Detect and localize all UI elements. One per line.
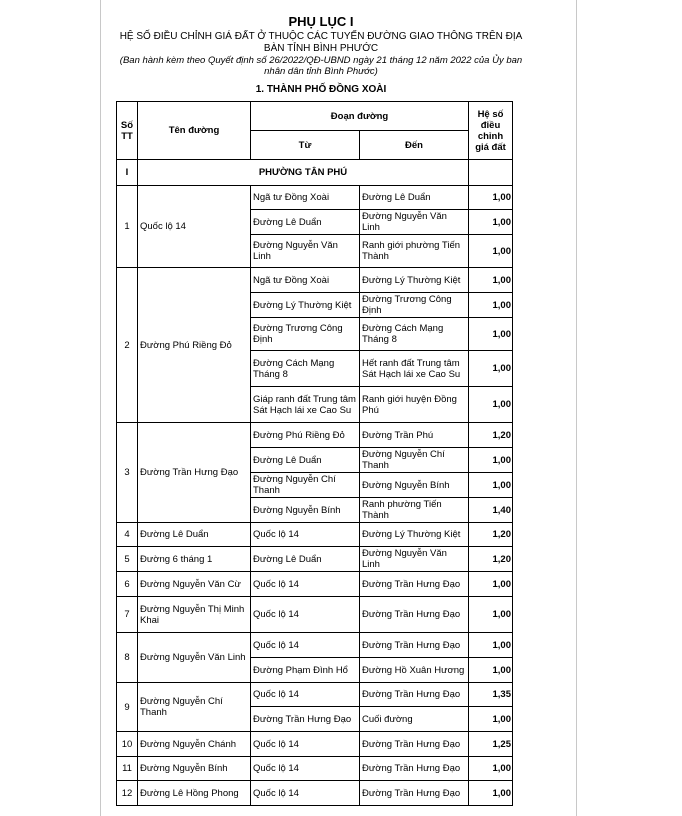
segment-to: Đường Trần Hưng Đạo [360,597,469,633]
segment-from: Đường Phạm Đình Hổ [251,658,360,683]
table-row [117,732,513,757]
segment-coefficient: 1,00 [469,210,513,235]
segment-to: Đường Trần Phú [360,423,469,448]
header-from: Từ [251,131,360,160]
document-subtitle: HỆ SỐ ĐIỀU CHỈNH GIÁ ĐẤT Ở THUỘC CÁC TUYẾN ĐƯỜNG GIAO THÔNG TRÊN ĐỊA BÀN TỈNH BÌNH PHƯỚC [119,31,523,54]
road-stt: 2 [117,268,138,423]
segment-to: Đường Nguyễn Văn Linh [360,210,469,235]
segment-coefficient: 1,00 [469,707,513,732]
segment-from: Đường Nguyễn Chí Thanh [251,473,360,498]
table-row [117,781,513,806]
segment-from: Quốc lộ 14 [251,732,360,757]
segment-to: Đường Trần Hưng Đạo [360,732,469,757]
segment-from: Đường Cách Mạng Tháng 8 [251,351,360,387]
segment-to: Đường Lý Thường Kiệt [360,268,469,293]
table-row [117,597,513,633]
segment-to: Đường Trần Hưng Đạo [360,572,469,597]
header-coefficient: Hệ số điều chỉnh giá đất [469,102,513,160]
segment-to: Đường Nguyễn Bính [360,473,469,498]
road-name: Quốc lộ 14 [138,186,251,268]
road-stt: 11 [117,757,138,781]
segment-coefficient: 1,40 [469,498,513,523]
ward-row [117,160,513,186]
ward-stt: I [117,160,138,186]
table-row [117,523,513,547]
table-body [117,160,513,806]
segment-coefficient: 1,00 [469,235,513,268]
segment-coefficient: 1,20 [469,523,513,547]
segment-from: Đường Trần Hưng Đạo [251,707,360,732]
table-row [117,572,513,597]
segment-from: Quốc lộ 14 [251,781,360,806]
table-row [117,186,513,210]
table-row [117,757,513,781]
road-stt: 1 [117,186,138,268]
ward-name: PHƯỜNG TÂN PHÚ [138,160,469,186]
segment-to: Đường Nguyễn Văn Linh [360,547,469,572]
segment-from: Đường Nguyễn Văn Linh [251,235,360,268]
road-stt: 9 [117,683,138,732]
segment-to: Đường Lê Duẩn [360,186,469,210]
table-row [117,683,513,707]
segment-to: Đường Trương Công Định [360,293,469,318]
segment-from: Quốc lộ 14 [251,523,360,547]
segment-to: Đường Trần Hưng Đạo [360,781,469,806]
document-title: PHỤ LỤC I [288,14,354,29]
road-name: Đường Nguyễn Thị Minh Khai [138,597,251,633]
segment-from: Giáp ranh đất Trung tâm Sát Hạch lái xe Cao Su [251,387,360,423]
segment-coefficient: 1,00 [469,351,513,387]
road-stt: 3 [117,423,138,523]
segment-coefficient: 1,20 [469,423,513,448]
road-name: Đường Nguyễn Văn Linh [138,633,251,683]
segment-from: Quốc lộ 14 [251,633,360,658]
road-stt: 8 [117,633,138,683]
road-name: Đường Nguyễn Chí Thanh [138,683,251,732]
segment-from: Quốc lộ 14 [251,597,360,633]
segment-to: Đường Cách Mạng Tháng 8 [360,318,469,351]
segment-to: Ranh phường Tiến Thành [360,498,469,523]
header-stt: Số TT [117,102,138,160]
road-stt: 7 [117,597,138,633]
ward-coef-empty [469,160,513,186]
road-name: Đường Nguyễn Bính [138,757,251,781]
table-row [117,633,513,658]
segment-to: Ranh giới phường Tiến Thành [360,235,469,268]
segment-to: Đường Trần Hưng Đạo [360,633,469,658]
segment-coefficient: 1,00 [469,473,513,498]
road-stt: 12 [117,781,138,806]
segment-from: Đường Nguyễn Bính [251,498,360,523]
segment-to: Đường Hồ Xuân Hương [360,658,469,683]
segment-from: Đường Lý Thường Kiệt [251,293,360,318]
page-edge-right [576,0,577,816]
segment-from: Đường Lê Duẩn [251,448,360,473]
segment-coefficient: 1,00 [469,658,513,683]
segment-to: Cuối đường [360,707,469,732]
road-name: Đường 6 tháng 1 [138,547,251,572]
segment-coefficient: 1,00 [469,186,513,210]
segment-from: Đường Lê Duẩn [251,210,360,235]
segment-from: Đường Lê Duẩn [251,547,360,572]
segment-coefficient: 1,00 [469,268,513,293]
road-name: Đường Nguyễn Văn Cừ [138,572,251,597]
segment-coefficient: 1,00 [469,318,513,351]
segment-to: Hết ranh đất Trung tâm Sát Hạch lái xe Cao Su [360,351,469,387]
segment-coefficient: 1,00 [469,597,513,633]
table-row [117,268,513,293]
road-stt: 6 [117,572,138,597]
road-name: Đường Nguyễn Chánh [138,732,251,757]
coefficient-table [116,101,513,806]
segment-from: Ngã tư Đồng Xoài [251,186,360,210]
segment-from: Đường Phú Riềng Đỏ [251,423,360,448]
road-stt: 5 [117,547,138,572]
segment-from: Ngã tư Đồng Xoài [251,268,360,293]
segment-to: Đường Trần Hưng Đạo [360,757,469,781]
road-stt: 4 [117,523,138,547]
segment-to: Đường Trần Hưng Đạo [360,683,469,707]
segment-coefficient: 1,00 [469,572,513,597]
segment-from: Quốc lộ 14 [251,572,360,597]
segment-coefficient: 1,00 [469,781,513,806]
segment-coefficient: 1,00 [469,633,513,658]
segment-coefficient: 1,35 [469,683,513,707]
header-segment: Đoạn đường [251,102,469,131]
segment-coefficient: 1,00 [469,387,513,423]
road-name: Đường Trần Hưng Đạo [138,423,251,523]
segment-coefficient: 1,25 [469,732,513,757]
segment-from: Đường Trương Công Định [251,318,360,351]
road-name: Đường Lê Duẩn [138,523,251,547]
segment-coefficient: 1,00 [469,293,513,318]
header-road-name: Tên đường [138,102,251,160]
segment-to: Đường Nguyễn Chí Thanh [360,448,469,473]
segment-from: Quốc lộ 14 [251,757,360,781]
segment-to: Đường Lý Thường Kiệt [360,523,469,547]
table-row [117,423,513,448]
segment-coefficient: 1,00 [469,757,513,781]
segment-coefficient: 1,00 [469,448,513,473]
header-to: Đến [360,131,469,160]
table-row [117,547,513,572]
road-name: Đường Lê Hồng Phong [138,781,251,806]
segment-to: Ranh giới huyện Đồng Phú [360,387,469,423]
page-edge-left [100,0,101,816]
road-stt: 10 [117,732,138,757]
section-heading: 1. THÀNH PHỐ ĐỒNG XOÀI [255,84,387,95]
document-note: (Ban hành kèm theo Quyết định số 26/2022/QĐ-UBND ngày 21 tháng 12 năm 2022 của Ủy ban nhân dân tỉnh Bình Phước) [119,55,523,77]
segment-from: Quốc lộ 14 [251,683,360,707]
road-name: Đường Phú Riềng Đỏ [138,268,251,423]
segment-coefficient: 1,20 [469,547,513,572]
